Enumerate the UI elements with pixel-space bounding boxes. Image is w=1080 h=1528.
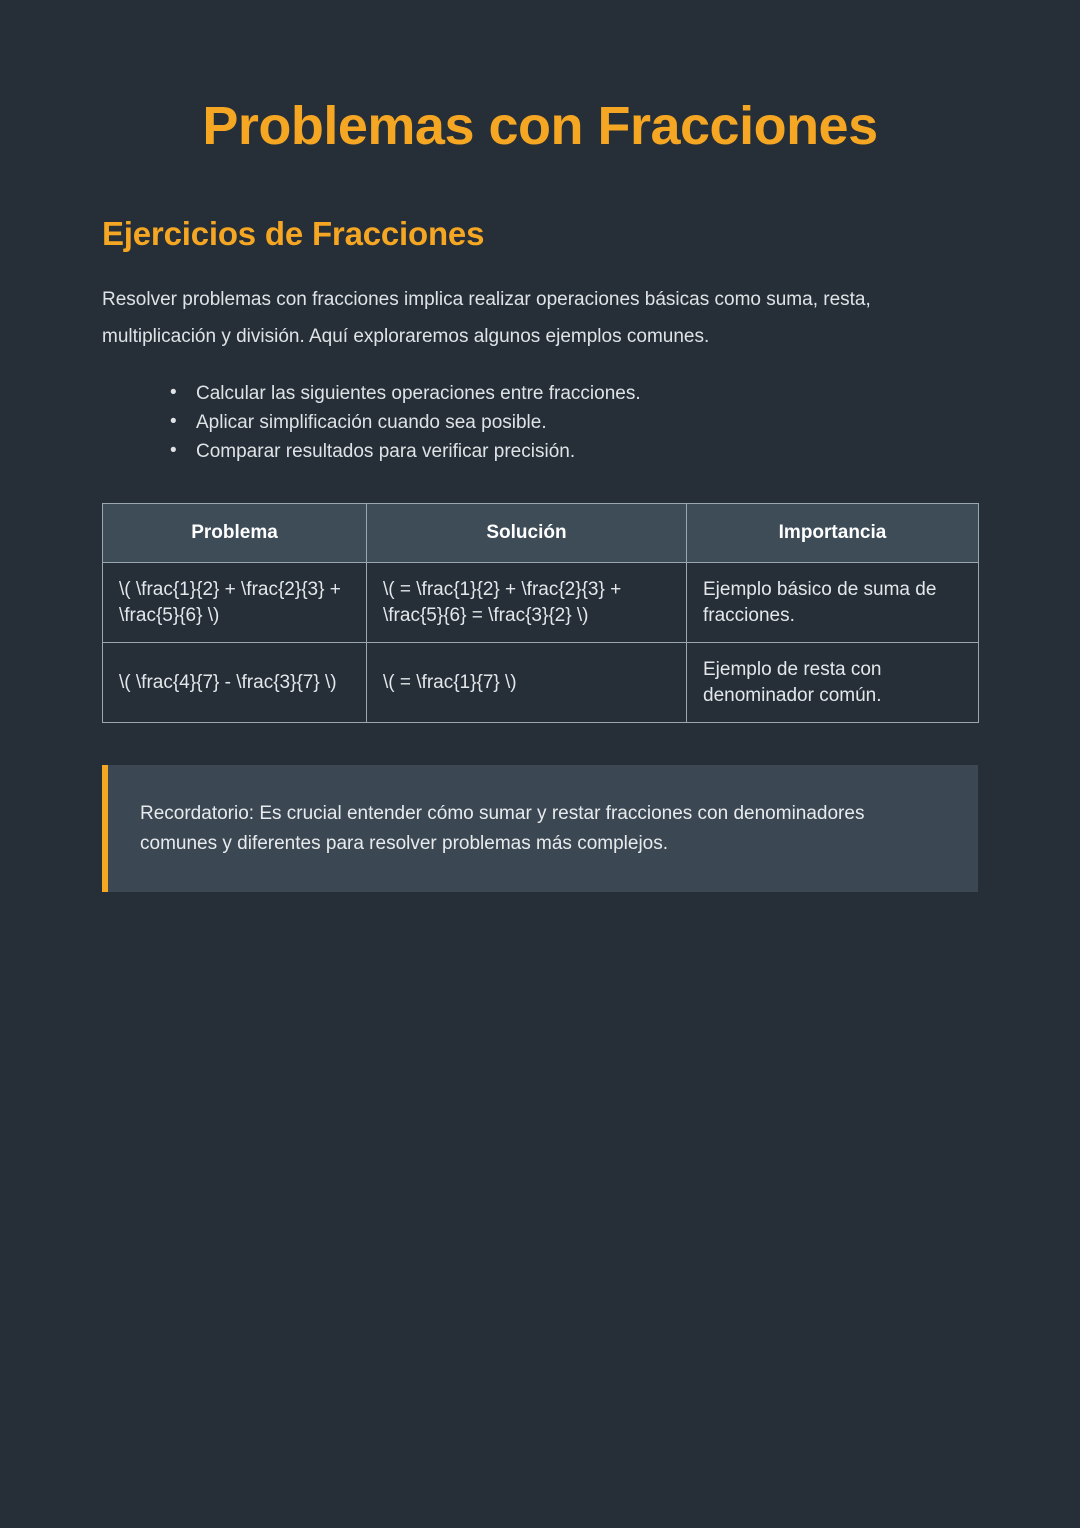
cell-problema: \( \frac{1}{2} + \frac{2}{3} + \frac{5}{6} \) [103, 562, 367, 642]
list-item-label: Comparar resultados para verificar precisión. [196, 440, 576, 462]
column-header-importancia: Importancia [687, 503, 979, 562]
reminder-callout [102, 765, 978, 892]
list-item-label: Aplicar simplificación cuando sea posible. [196, 411, 547, 433]
instructions-list [102, 355, 978, 466]
cell-problema: \( \frac{4}{7} - \frac{3}{7} \) [103, 643, 367, 723]
cell-solucion: \( = \frac{1}{2} + \frac{2}{3} + \frac{5}{6} = \frac{3}{2} \) [367, 562, 687, 642]
list-item [170, 379, 978, 408]
exercises-table [102, 503, 979, 724]
list-item [170, 437, 978, 466]
reminder-text: Recordatorio: Es crucial entender cómo sumar y restar fracciones con denominadores comunes y diferentes para resolver problemas más complejos. [140, 803, 865, 854]
list-item-label: Calcular las siguientes operaciones entre fracciones. [196, 382, 641, 404]
column-header-problema: Problema [103, 503, 367, 562]
column-header-solucion: Solución [367, 503, 687, 562]
cell-importancia: Ejemplo de resta con denominador común. [687, 643, 979, 723]
intro-paragraph: Resolver problemas con fracciones implica realizar operaciones básicas como suma, resta, multiplicación y división. Aquí exploraremos algunos ejemplos comunes. [102, 288, 871, 347]
section-heading: Ejercicios de Fracciones [102, 214, 485, 252]
table-row [103, 643, 979, 723]
list-item [170, 408, 978, 437]
page-title: Problemas con Fracciones [202, 96, 878, 156]
cell-solucion: \( = \frac{1}{7} \) [367, 643, 687, 723]
table-row [103, 562, 979, 642]
table-header-row [103, 503, 979, 562]
cell-importancia: Ejemplo básico de suma de fracciones. [687, 562, 979, 642]
